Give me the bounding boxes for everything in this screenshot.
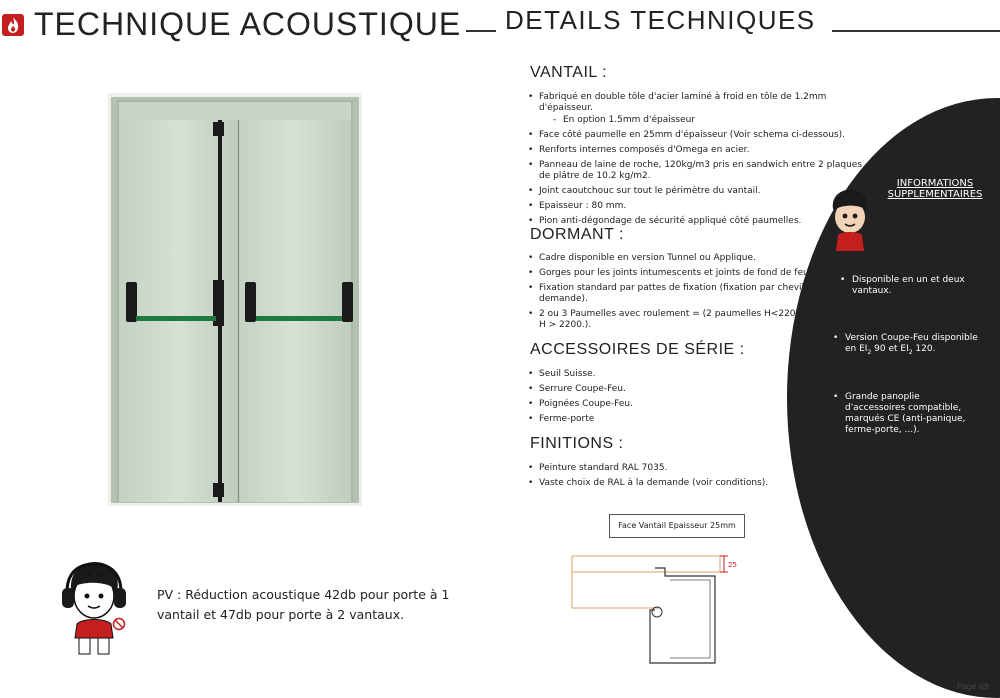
list-item: • Epaisseur : 80 mm.	[527, 201, 872, 212]
list-item: • Seuil Suisse.	[527, 369, 872, 380]
list-item: • Pion anti-dégondage de sécurité appliqué côté paumelles.	[527, 216, 872, 227]
list-item: • Gorges pour les joints intumescents et joints de fond de feuillure.	[527, 268, 872, 279]
accessoires-list	[527, 369, 872, 429]
page-number: Page 69	[957, 682, 990, 691]
list-item: • Ferme-porte	[527, 414, 872, 425]
title-divider	[466, 30, 496, 32]
list-item: • Face côté paumelle en 25mm d'épaisseur (Voir schema ci-dessous).	[527, 130, 872, 141]
door-image	[100, 90, 370, 510]
list-item: • 2 ou 3 Paumelles avec roulement = (2 paumelles H<2200 / 3 paumelles H > 2200.).	[527, 309, 872, 331]
dormant-title: DORMANT :	[530, 226, 624, 243]
vantail-list	[527, 92, 872, 231]
info-item: • Grande panoplie d'accessoires compatible, marqués CE (anti-panique, ferme-porte, ...).	[833, 392, 966, 435]
profile-diagram	[570, 550, 750, 665]
diagram-caption: Face Vantail Epaisseur 25mm	[609, 514, 745, 538]
list-item: • Fixation standard par pattes de fixation (fixation par chevilles sur demande).	[527, 283, 872, 305]
list-item: • Panneau de laine de roche, 120kg/m3 pris en sandwich entre 2 plaques de plâtre de 10.2 kg/m2.	[527, 160, 872, 182]
headphone-mascot-illustration	[57, 558, 132, 658]
flame-icon	[2, 14, 24, 36]
list-item: • Poignées Coupe-Feu.	[527, 399, 872, 410]
info-panel-title: INFORMATIONS SUPPLEMENTAIRES	[887, 178, 983, 200]
mascot-illustration	[824, 185, 874, 251]
vantail-title: VANTAIL :	[530, 64, 608, 81]
list-item: • Peinture standard RAL 7035.	[527, 463, 872, 474]
pv-acoustic-text: PV : Réduction acoustique 42db pour porte à 1 vantail et 47db pour porte à 2 vantaux.	[157, 587, 450, 622]
page-title: TECHNIQUE ACOUSTIQUE	[34, 6, 462, 42]
list-item: • Fabriqué en double tôle d'acier laminé à froid en tôle de 1.2mm d'épaisseur.	[527, 92, 872, 114]
heading-rule	[832, 30, 1000, 32]
brand-logo	[2, 14, 24, 36]
dimension-label: 25	[728, 561, 737, 569]
list-item: • Serrure Coupe-Feu.	[527, 384, 872, 395]
info-item: • Version Coupe-Feu disponible en $EI_2$ 90 et $EI_2$ 120.	[833, 333, 978, 356]
list-item: • Renforts internes composés d'Omega en acier.	[527, 145, 872, 156]
list-item: • Vaste choix de RAL à la demande (voir conditions).	[527, 478, 872, 489]
finitions-title: FINITIONS :	[530, 435, 624, 452]
accessoires-title: ACCESSOIRES DE SÉRIE :	[530, 341, 745, 358]
list-item: - En option 1.5mm d'épaisseur	[527, 115, 872, 126]
dormant-list	[527, 253, 872, 335]
info-item: • Disponible en un et deux vantaux.	[840, 275, 965, 296]
section-heading: DETAILS TECHNIQUES	[505, 5, 816, 35]
finitions-list	[527, 463, 872, 493]
list-item: • Cadre disponible en version Tunnel ou Applique.	[527, 253, 872, 264]
list-item: • Joint caoutchouc sur tout le périmètre du vantail.	[527, 186, 872, 197]
